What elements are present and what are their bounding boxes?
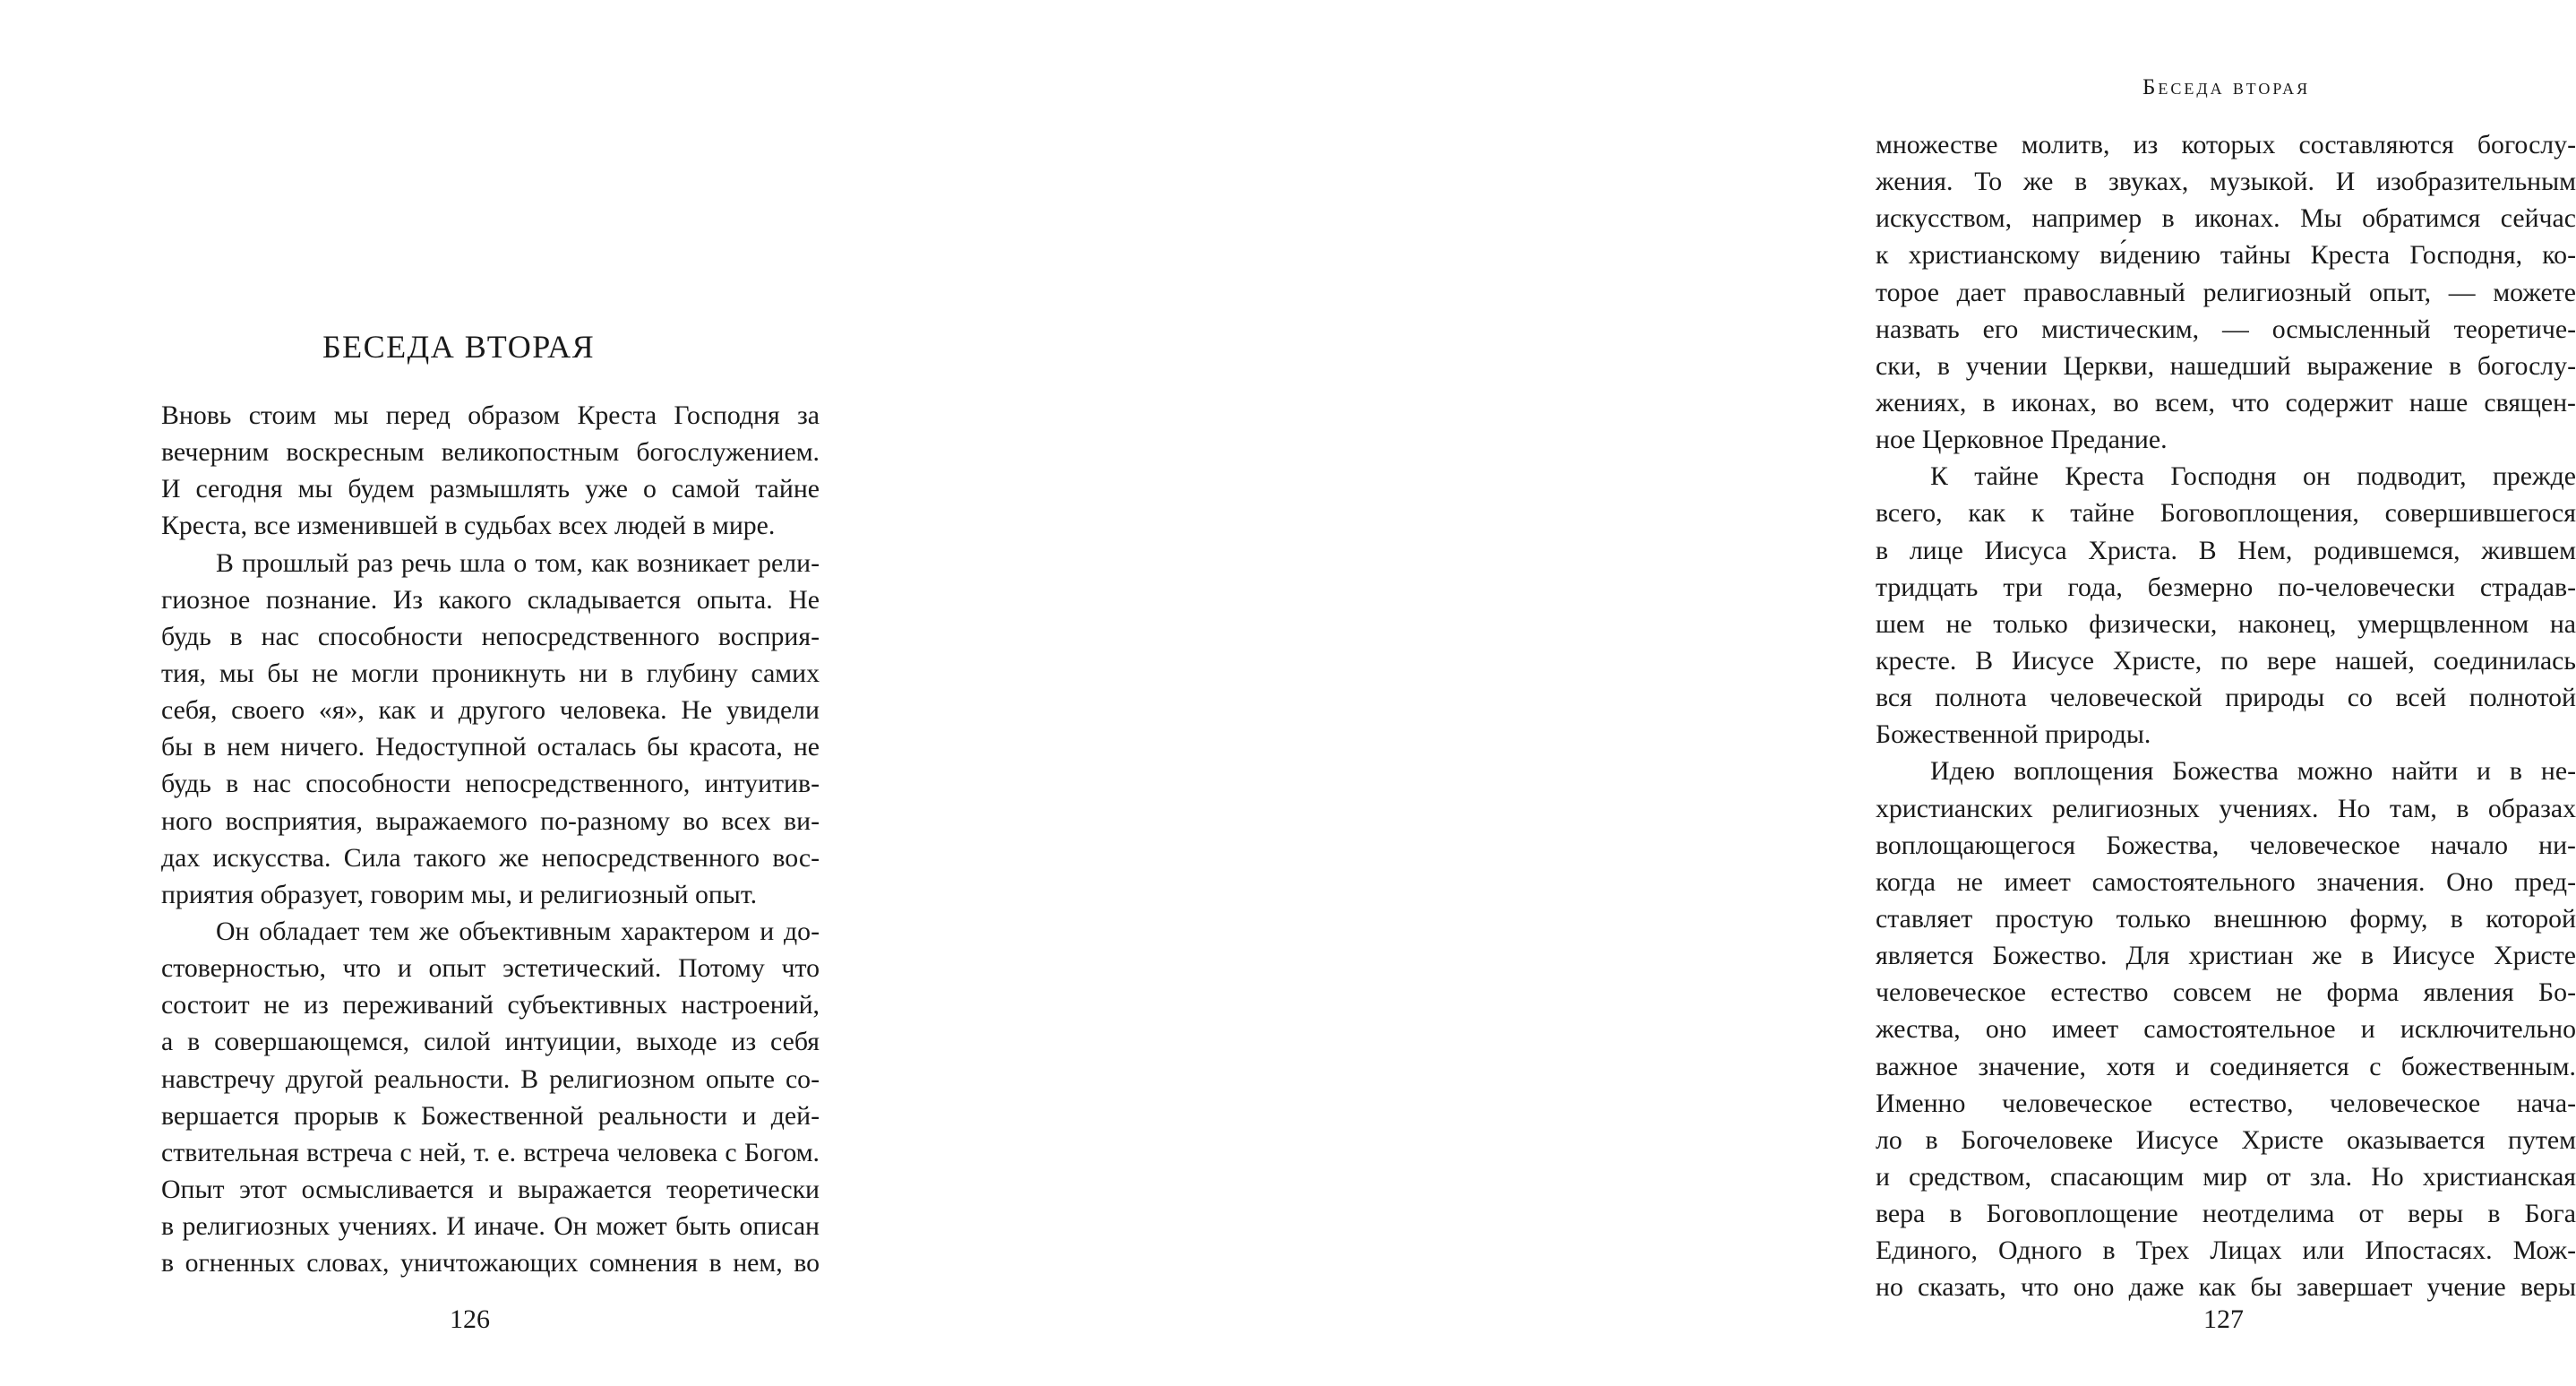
right-page — [896, 0, 2576, 1386]
page-number: 127 — [2203, 1304, 2244, 1334]
text-line: кресте. В Иисусе Христе, по вере нашей, соединилась — [1876, 645, 2576, 676]
text-line: человеческое естество совсем не форма явления Бо- — [1876, 977, 2576, 1008]
text-line: будь в нас способности непосредственного, интуитив- — [161, 769, 820, 799]
text-line: но сказать, что оно даже как бы завершает учение веры — [1876, 1272, 2576, 1303]
text-line: ного восприятия, выражаемого по-разному во всех ви- — [161, 805, 820, 836]
text-line: Именно человеческое естество, человеческое нача- — [1876, 1088, 2576, 1118]
text-line: в огненных словах, уничтожающих сомнения в нем, во — [161, 1248, 820, 1278]
text-line: вера в Боговоплощение неотделима от веры в Бога — [1876, 1199, 2576, 1229]
text-line: Он обладает тем же объективным характером и до- — [216, 916, 820, 946]
text-line: состоит не из переживаний субъективных настроений, — [161, 990, 820, 1020]
text-line: вершается прорыв к Божественной реальности и дей- — [161, 1100, 820, 1131]
text-line: гиозное познание. Из какого складывается опыта. Не — [161, 584, 820, 615]
text-line: дах искусства. Сила такого же непосредственного вос- — [161, 842, 820, 873]
text-line: а в совершающемся, силой интуиции, выходе из себя — [161, 1027, 820, 1057]
text-line: воплощающегося Божества, человеческое начало ни- — [1876, 830, 2576, 860]
text-line: себя, своего «я», как и другого человека. Не увидели — [161, 695, 820, 726]
text-line: в лице Иисуса Христа. В Нем, родившемся, жившем — [1876, 535, 2576, 565]
text-line: и средством, спасающим мир от зла. Но христианская — [1876, 1161, 2576, 1192]
left-page-text — [161, 397, 820, 1281]
text-line: Опыт этот осмысливается и выражается теоретически — [161, 1174, 820, 1204]
text-line: вся полнота человеческой природы со всей полнотой — [1876, 683, 2576, 713]
text-line: ное Церковное Предание. — [1876, 425, 2168, 455]
text-line: тридцать три года, безмерно по-человечески страдав- — [1876, 572, 2576, 602]
text-line: К тайне Креста Господня он подводит, прежде — [1930, 461, 2576, 492]
text-line: ски, в учении Церкви, нашедший выражение в богослу- — [1876, 350, 2576, 381]
text-line: Вновь стоим мы перед образом Креста Господня за — [161, 400, 820, 430]
text-line: множестве молитв, из которых составляются богослу- — [1876, 130, 2576, 159]
text-line: шем не только физически, наконец, умерщвленном на — [1876, 608, 2576, 639]
chapter-title: БЕСЕДА ВТОРАЯ — [322, 329, 596, 365]
text-line: жения. То же в звуках, музыкой. И изобразительным — [1876, 167, 2576, 197]
text-line: христианских религиозных учениях. Но там, в образах — [1876, 793, 2576, 823]
text-line: Божественной природы. — [1876, 719, 2151, 750]
text-line: ло в Богочеловеке Иисусе Христе оказывается путем — [1876, 1124, 2576, 1155]
text-line: когда не имеет самостоятельного значения. Оно пред- — [1876, 866, 2576, 897]
text-line: В прошлый раз речь шла о том, как возникает рели- — [216, 547, 820, 578]
text-line: важное значение, хотя и соединяется с божественным. — [1876, 1051, 2576, 1081]
text-line: навстречу другой реальности. В религиозном опыте со- — [161, 1063, 820, 1094]
text-line: бы в нем ничего. Недоступной осталась бы красота, не — [161, 732, 820, 762]
left-page — [0, 0, 896, 1386]
page-number: 126 — [450, 1304, 490, 1334]
text-line: жениях, в иконах, во всем, что содержит наше священ- — [1876, 387, 2576, 418]
text-line: тия, мы бы не могли проникнуть ни в глубину самих — [161, 658, 820, 688]
text-line: И сегодня мы будем размышлять уже о самой тайне — [161, 474, 820, 504]
text-line: назвать его мистическим, — осмысленный теоретиче- — [1876, 314, 2576, 344]
text-line: стоверностью, что и опыт эстетический. Потому что — [161, 953, 820, 984]
right-page-text — [1876, 126, 2576, 1306]
text-line: Идею воплощения Божества можно найти и в не- — [1930, 756, 2576, 787]
text-line: вечерним воскресным великопостным богослужением. — [161, 437, 820, 468]
text-line: ствительная встреча с ней, т. е. встреча человека с Богом. — [161, 1137, 820, 1167]
text-line: всего, как к тайне Боговоплощения, совершившегося — [1876, 498, 2576, 529]
text-line: ставляет простую только внешнюю форму, в которой — [1876, 903, 2576, 934]
text-line: Креста, все изменившей в судьбах всех людей в мире. — [161, 511, 776, 541]
text-line: является Божество. Для христиан же в Иисусе Христе — [1876, 941, 2576, 971]
text-line: к христианскому ви́дению тайны Креста Господня, ко- — [1876, 240, 2576, 271]
text-line: Единого, Одного в Трех Лицах или Ипостасях. Мож- — [1876, 1235, 2576, 1266]
text-line: жества, оно имеет самостоятельное и исключительно — [1876, 1014, 2576, 1045]
running-head: Беседа вторая — [2142, 75, 2311, 99]
text-line: приятия образует, говорим мы, и религиозный опыт. — [161, 879, 758, 909]
text-line: будь в нас способности непосредственного восприя- — [161, 621, 820, 651]
text-line: искусством, например в иконах. Мы обратимся сейчас — [1876, 203, 2576, 234]
text-line: торое дает православный религиозный опыт, — можете — [1876, 277, 2576, 307]
text-line: в религиозных учениях. И иначе. Он может быть описан — [161, 1211, 820, 1242]
